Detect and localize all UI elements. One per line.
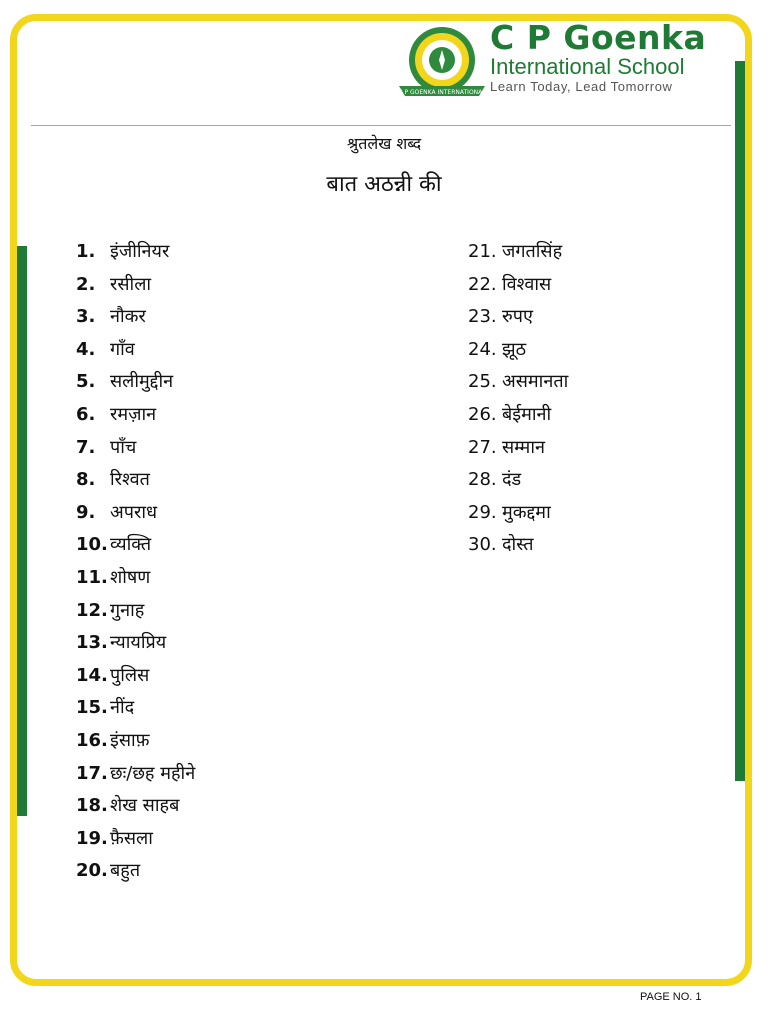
list-item [76, 464, 195, 497]
list-item [76, 758, 195, 791]
school-tagline: Learn Today, Lead Tomorrow [490, 79, 673, 94]
item-word: बेईमानी [502, 403, 552, 425]
item-number: 25. [468, 371, 497, 393]
item-number: 15. [76, 697, 108, 719]
item-word: मुकद्दमा [502, 501, 551, 523]
item-number: 13. [76, 632, 108, 654]
item-number: 3. [76, 306, 96, 328]
item-number: 24. [468, 338, 497, 360]
list-item [468, 366, 568, 399]
item-number: 10. [76, 534, 108, 556]
list-item [76, 301, 195, 334]
item-number: 8. [76, 469, 96, 491]
item-number: 11. [76, 566, 108, 588]
item-number: 19. [76, 827, 108, 849]
item-number: 28. [468, 469, 497, 491]
item-number: 5. [76, 371, 96, 393]
item-word: नींद [110, 697, 135, 719]
item-number: 26. [468, 403, 497, 425]
list-item [76, 399, 195, 432]
list-item [468, 399, 568, 432]
item-number: 22. [468, 273, 497, 295]
item-word: झूठ [502, 338, 527, 360]
school-name: C P Goenka [490, 18, 707, 57]
school-subtitle: International School [490, 54, 685, 79]
header-divider [31, 125, 731, 126]
item-word: रुपए [502, 306, 533, 328]
item-word: दंड [502, 469, 522, 491]
list-item [76, 334, 195, 367]
list-item [76, 269, 195, 302]
item-word: पुलिस [110, 664, 150, 686]
item-number: 17. [76, 762, 108, 784]
item-number: 12. [76, 599, 108, 621]
item-word: रसीला [110, 273, 152, 295]
item-number: 2. [76, 273, 96, 295]
list-item [76, 366, 195, 399]
list-item [468, 236, 568, 269]
list-item [468, 497, 568, 530]
list-item [76, 529, 195, 562]
green-accent-left [17, 246, 27, 816]
school-logo-icon [395, 22, 490, 106]
item-word: न्यायप्रिय [110, 632, 167, 654]
item-number: 21. [468, 241, 497, 262]
list-item [76, 692, 195, 725]
item-word: रिश्वत [110, 469, 150, 491]
item-word: रमज़ान [110, 403, 157, 425]
list-item [468, 529, 568, 562]
list-item [76, 855, 195, 888]
item-number: 29. [468, 501, 497, 523]
item-word: शोषण [110, 566, 151, 588]
item-number: 20. [76, 860, 108, 882]
item-word: असमानता [502, 371, 569, 393]
item-word: फ़ैसला [110, 827, 153, 849]
list-item [76, 562, 195, 595]
item-word: इंजीनियर [110, 241, 170, 262]
item-number: 7. [76, 436, 96, 458]
item-word: शेख साहब [110, 795, 180, 817]
list-item [468, 269, 568, 302]
list-item [468, 301, 568, 334]
document-subtitle: श्रुतलेख शब्द [346, 134, 422, 153]
document-title: बात अठन्नी की [326, 172, 442, 197]
item-word: इंसाफ़ [110, 729, 150, 751]
item-number: 16. [76, 729, 108, 751]
list-item [76, 432, 195, 465]
item-number: 18. [76, 795, 108, 817]
item-number: 23. [468, 306, 497, 328]
list-item [76, 725, 195, 758]
item-number: 6. [76, 403, 96, 425]
item-number: 1. [76, 241, 96, 262]
item-word: गुनाह [110, 599, 145, 621]
item-word: विश्वास [502, 273, 552, 295]
list-item [76, 790, 195, 823]
logo-badge-text: C P GOENKA INTERNATIONAL [398, 89, 486, 96]
list-item [468, 334, 568, 367]
list-item [468, 432, 568, 465]
item-number: 4. [76, 338, 96, 360]
item-word: पाँच [110, 436, 137, 458]
item-word: सलीमुद्दीन [110, 371, 174, 393]
list-item [76, 236, 195, 269]
list-item [76, 595, 195, 628]
item-number: 9. [76, 501, 96, 523]
list-item [76, 823, 195, 856]
item-word: दोस्त [502, 534, 534, 556]
item-word: सम्मान [502, 436, 545, 458]
item-number: 30. [468, 534, 497, 556]
word-list-right [468, 236, 568, 562]
item-word: व्यक्ति [110, 534, 152, 556]
list-item [76, 660, 195, 693]
item-word: अपराध [110, 501, 158, 523]
list-item [76, 497, 195, 530]
list-item [76, 627, 195, 660]
item-number: 27. [468, 436, 497, 458]
item-word: बहुत [110, 860, 141, 882]
item-word: छः/छह महीने [110, 762, 196, 784]
word-list-left [76, 236, 195, 888]
page-number: PAGE NO. 1 [640, 991, 702, 1003]
item-word: जगतसिंह [502, 241, 563, 262]
item-word: गाँव [110, 338, 135, 360]
item-word: नौकर [110, 306, 146, 328]
list-item [468, 464, 568, 497]
item-number: 14. [76, 664, 108, 686]
